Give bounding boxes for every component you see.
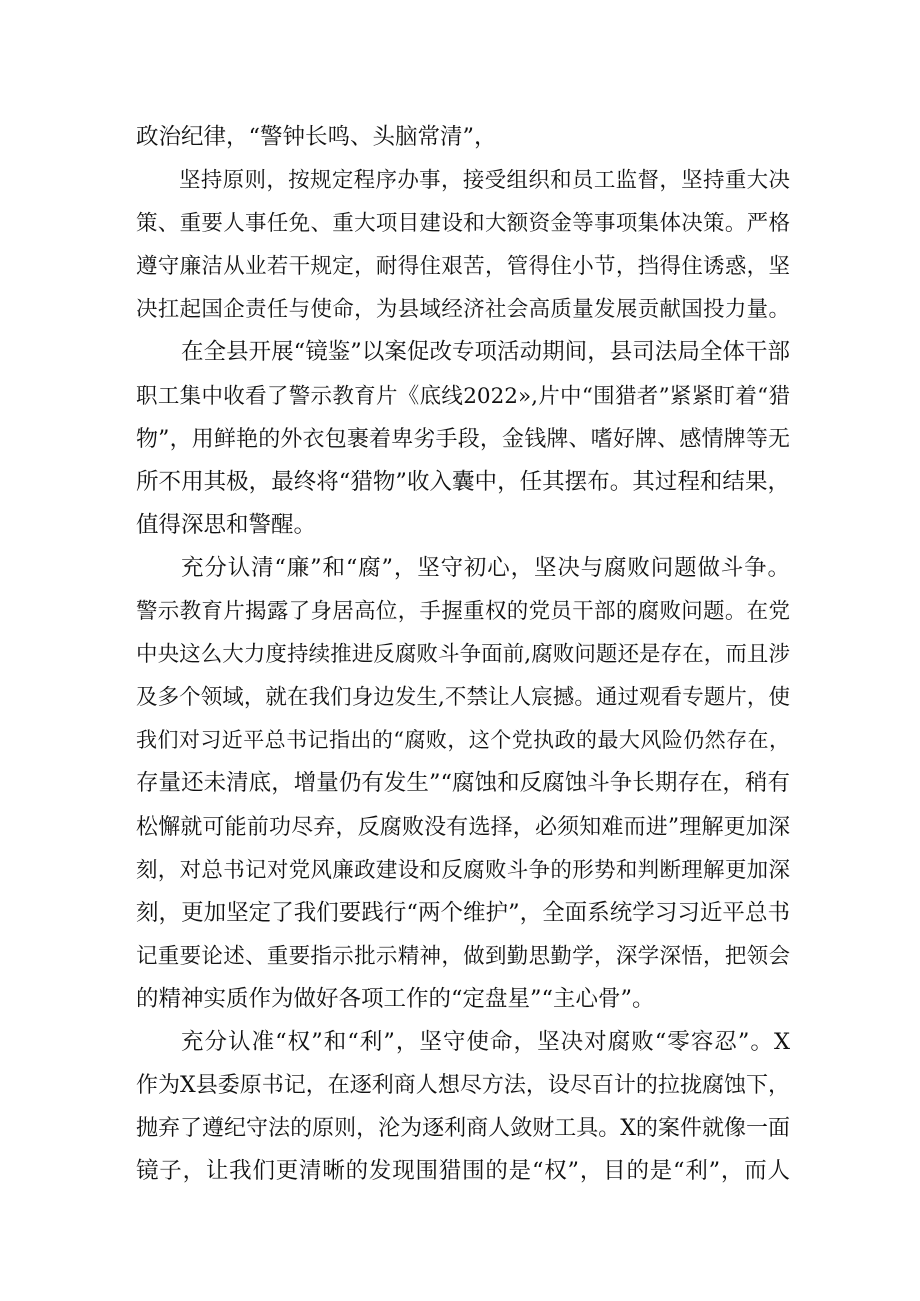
text-line: 所不用其极，最终将“猎物”收入囊中，任其摆布。其过程和结果， <box>136 468 790 495</box>
paragraph-0 <box>136 116 790 159</box>
text-line: 物”，用鲜艳的外衣包裹着卑劣手段，金钱牌、嗜好牌、感情牌等无 <box>136 426 790 452</box>
text-line: 坚持原则，按规定程序办事，接受组织和员工监督，坚持重大决 <box>179 168 790 194</box>
text-line: 松懈就可能前功尽弃，反腐败没有选择，必须知难而进”理解更加深 <box>136 814 790 840</box>
text-line: 的精神实质作为做好各项工作的“定盘星”“主心骨”。 <box>136 985 655 1012</box>
text-line: 刻，对总书记对党风廉政建设和反腐败斗争的形势和判断理解更加深 <box>136 857 790 883</box>
document-body <box>136 116 790 1193</box>
paragraph-4 <box>136 1021 790 1193</box>
text-line: 遵守廉洁从业若干规定，耐得住艰苦，管得住小节，挡得住诱惑，坚 <box>136 254 790 280</box>
text-line: 镜子，让我们更清晰的发现围猎围的是“权”，目的是“利”，而人 <box>136 1158 790 1185</box>
text-line: 在全县开展“镜鉴”以案促改专项活动期间，县司法局全体干部 <box>181 339 790 366</box>
text-line: 中央这么大力度持续推进反腐败斗争面前,腐败问题还是存在，而且涉 <box>136 642 790 668</box>
text-line: 策、重要人事任免、重大项目建设和大额资金等事项集体决策。严格 <box>136 211 790 237</box>
text-line: 警示教育片揭露了身居高位，手握重权的党员干部的腐败问题。在党 <box>136 599 790 625</box>
text-line: 及多个领域，就在我们身边发生,不禁让人宸撼。通过观看专题片，使 <box>136 685 790 711</box>
text-line: 刻，更加坚定了我们要践行“两个维护”，全面系统学习习近平总书 <box>136 899 790 926</box>
text-line: 政治纪律，“警钟长鸣、头脑常清”， <box>136 124 497 150</box>
paragraph-1 <box>136 159 790 331</box>
text-line: 职工集中收看了警示教育片《底线2022»,片中“围猎者”紧紧盯着“猎 <box>136 383 790 409</box>
text-line: 充分认准“权”和“利”，坚守使命，坚决对腐败“零容忍”。X <box>181 1028 790 1055</box>
text-line: 记重要论述、重要指示批示精神，做到勤思勤学，深学深悟，把领会 <box>136 943 790 969</box>
text-line: 充分认清“廉”和“腐”，坚守初心，坚决与腐败问题做斗争。 <box>181 554 790 581</box>
text-line: 存量还未清底，增量仍有发生”“腐蚀和反腐蚀斗争长期存在，稍有 <box>136 770 790 797</box>
text-line: 抛弃了遵纪守法的原则，沦为逐利商人敛财工具。X的案件就像一面 <box>136 1116 790 1142</box>
text-line: 决扛起国企责任与使命，为县域经济社会高质量发展贡献国投力量。 <box>136 297 790 323</box>
text-line: 作为X县委原书记，在逐利商人想尽方法，设尽百计的拉拢腐蚀下， <box>136 1073 790 1099</box>
paragraph-3 <box>136 547 790 1021</box>
text-line: 我们对习近平总书记指出的“腐败，这个党执政的最大风险仍然存在， <box>136 728 790 753</box>
text-line: 值得深思和警醒。 <box>136 511 317 538</box>
paragraph-2 <box>136 331 790 546</box>
